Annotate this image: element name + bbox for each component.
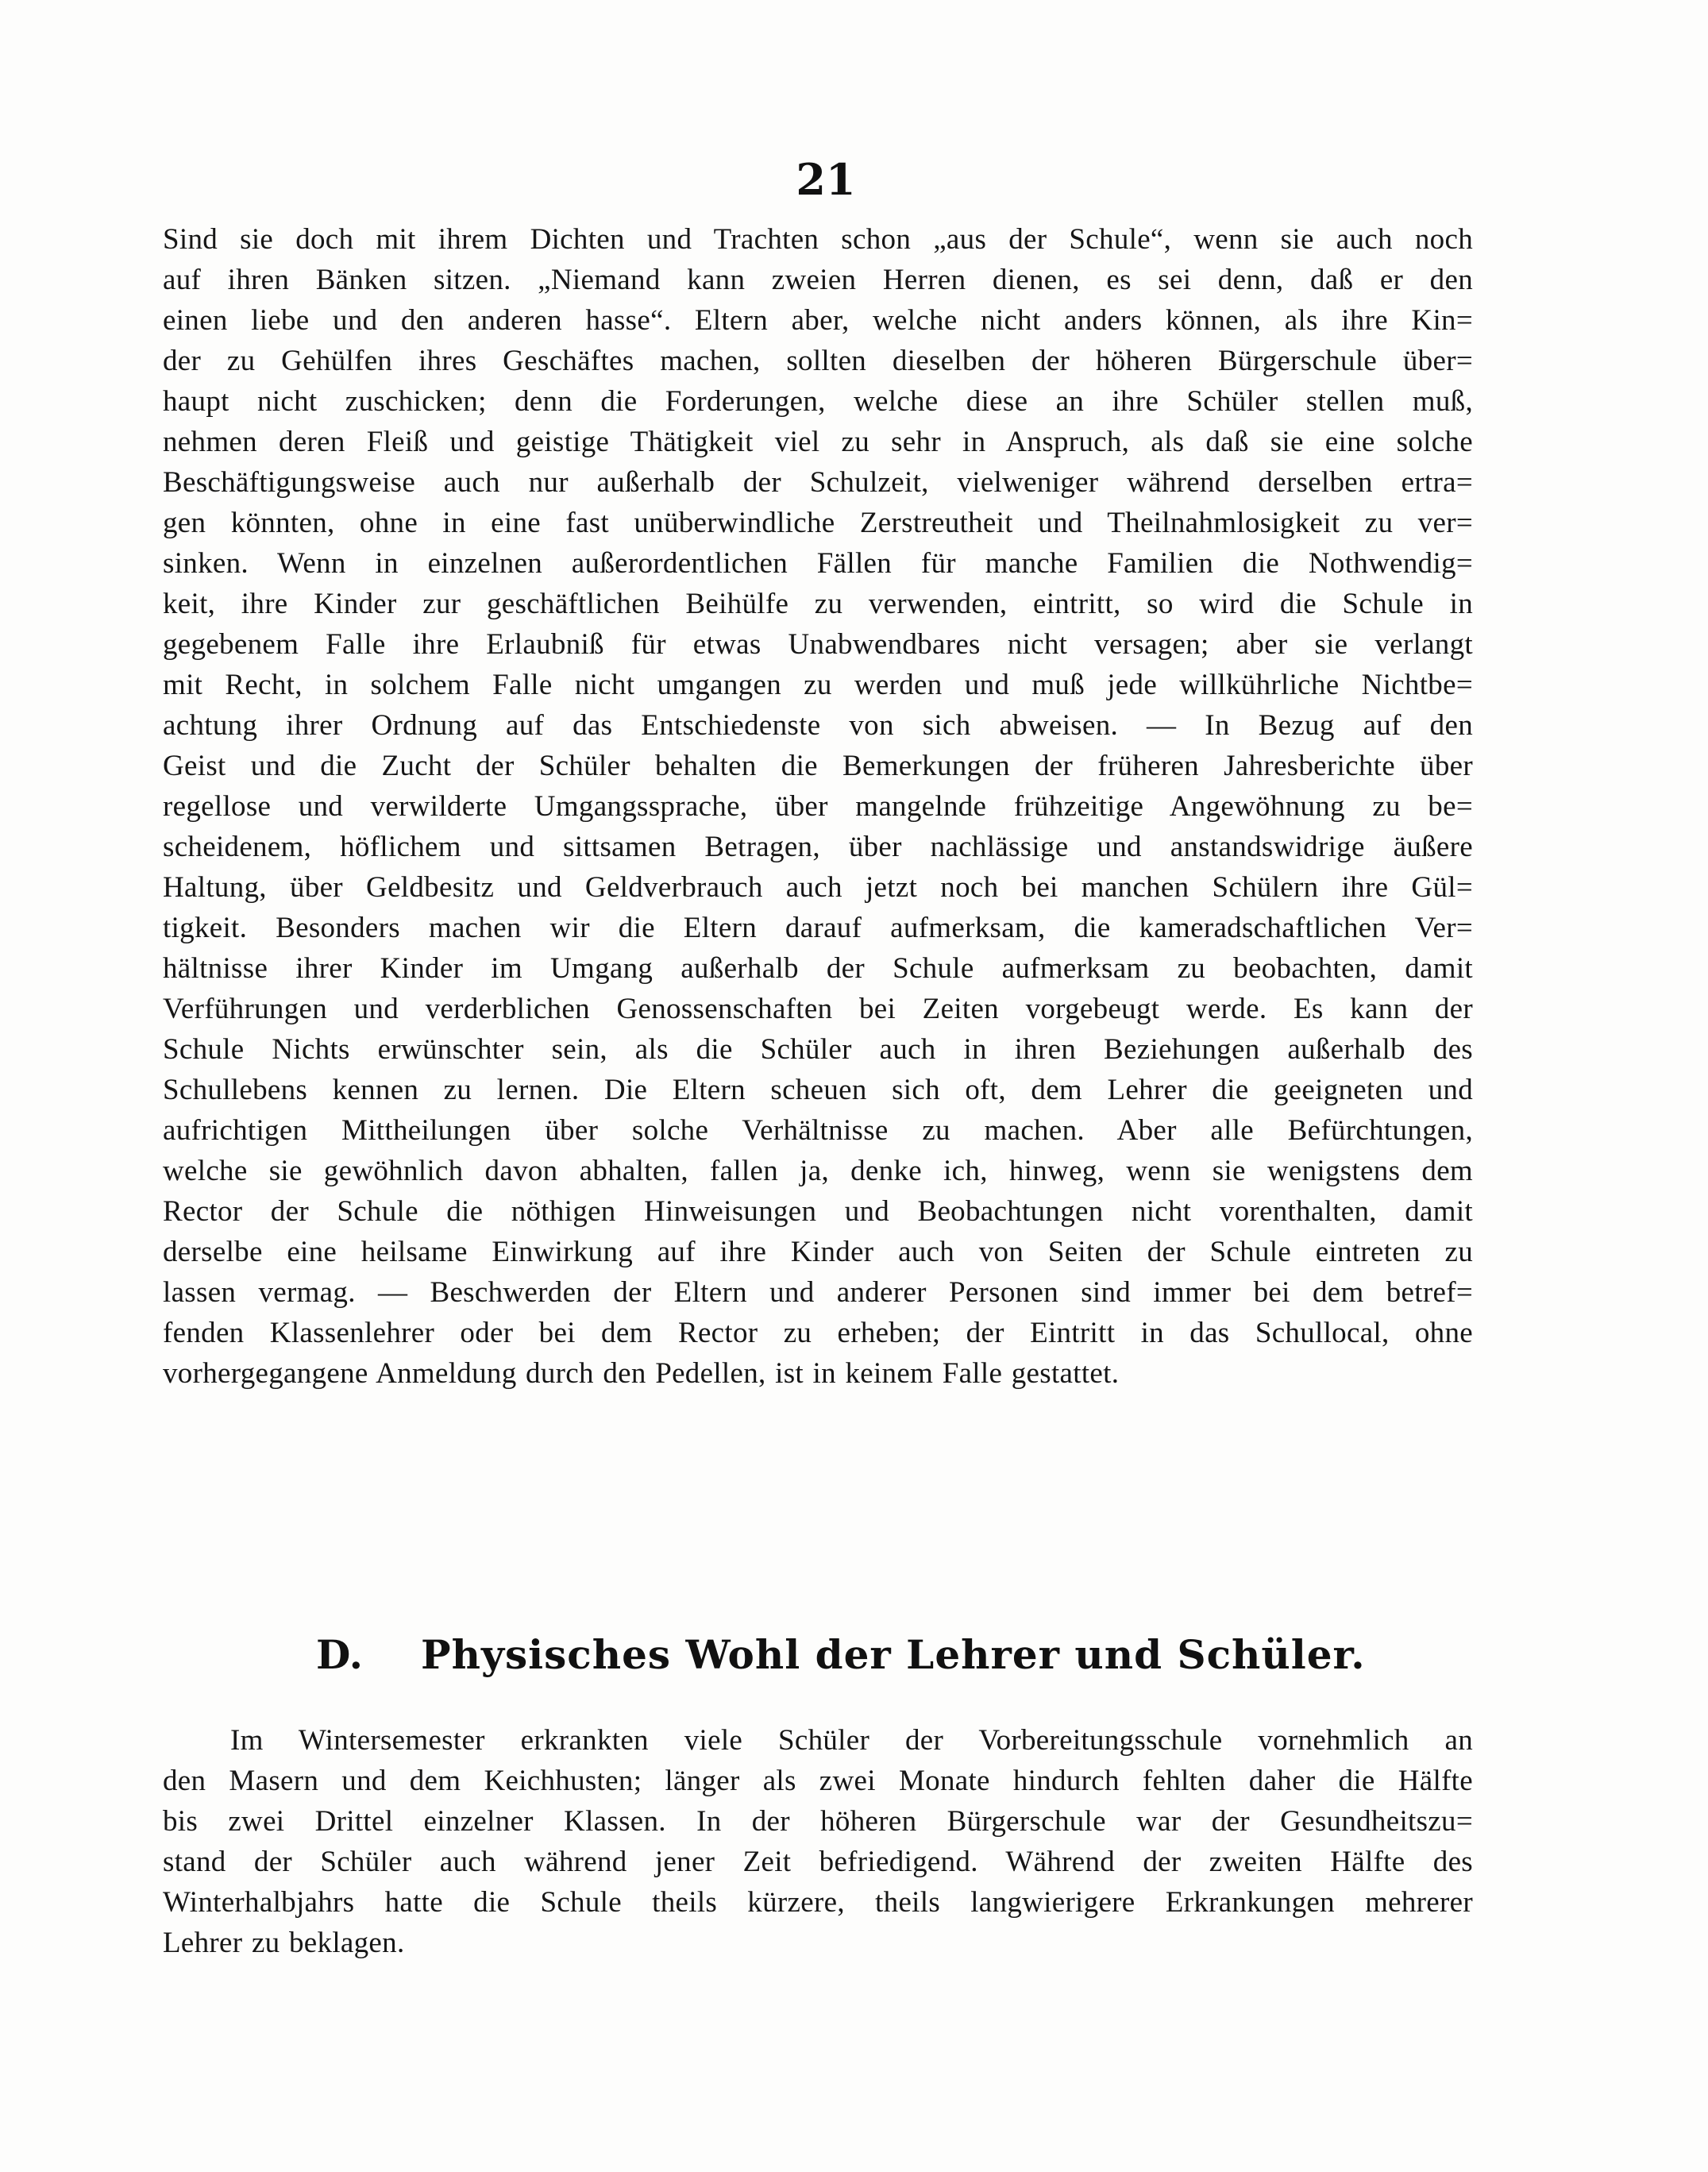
text-line: vorhergegangene Anmeldung durch den Pedellen, ist in keinem Falle gestattet. xyxy=(163,1357,1120,1390)
section-heading xyxy=(316,1630,1428,1680)
text-line: hältnisse ihrer Kinder im Umgang außerhalb der Schule aufmerksam zu beobachten, damit xyxy=(163,952,1473,985)
text-line: Schule Nichts erwünschter sein, als die Schüler auch in ihren Beziehungen außerhalb des xyxy=(163,1033,1473,1066)
text-line: Lehrer zu beklagen. xyxy=(163,1927,405,1959)
text-line: tigkeit. Besonders machen wir die Eltern darauf aufmerksam, die kameradschaftlichen Ver= xyxy=(163,912,1473,944)
text-line: welche sie gewöhnlich davon abhalten, fallen ja, denke ich, hinweg, wenn sie wenigstens dem xyxy=(163,1155,1473,1187)
text-line: mit Recht, in solchem Falle nicht umgangen zu werden und muß jede willkührliche Nichtbe= xyxy=(163,669,1473,701)
text-line: Winterhalbjahrs hatte die Schule theils kürzere, theils langwierigere Erkrankungen mehrerer xyxy=(163,1886,1473,1919)
text-line: Geist und die Zucht der Schüler behalten die Bemerkungen der früheren Jahresberichte über xyxy=(163,750,1473,782)
text-line: Verführungen und verderblichen Genossenschaften bei Zeiten vorgebeugt werde. Es kann der xyxy=(163,993,1473,1025)
text-line: achtung ihrer Ordnung auf das Entschiedenste von sich abweisen. — In Bezug auf den xyxy=(163,709,1473,742)
text-line: aufrichtigen Mittheilungen über solche Verhältnisse zu machen. Aber alle Befürchtungen, xyxy=(163,1114,1473,1147)
text-line: den Masern und dem Keichhusten; länger als zwei Monate hindurch fehlten daher die Hälfte xyxy=(163,1765,1473,1797)
text-line: lassen vermag. — Beschwerden der Eltern und anderer Personen sind immer bei dem betref= xyxy=(163,1276,1473,1309)
text-line: einen liebe und den anderen hasse“. Eltern aber, welche nicht anders können, als ihre Kin= xyxy=(163,304,1473,337)
text-line: sinken. Wenn in einzelnen außerordentlichen Fällen für manche Familien die Nothwendig= xyxy=(163,547,1473,580)
text-line: derselbe eine heilsame Einwirkung auf ihre Kinder auch von Seiten der Schule eintreten zu xyxy=(163,1236,1473,1268)
page-number: 21 xyxy=(796,154,856,205)
text-line: Haltung, über Geldbesitz und Geldverbrauch auch jetzt noch bei manchen Schülern ihre Gül= xyxy=(163,871,1473,904)
text-line: gegebenem Falle ihre Erlaubniß für etwas Unabwendbares nicht versagen; aber sie verlangt xyxy=(163,628,1473,661)
text-line: fenden Klassenlehrer oder bei dem Rector zu erheben; der Eintritt in das Schullocal, ohne xyxy=(163,1317,1473,1349)
text-line: gen könnten, ohne in eine fast unüberwindliche Zerstreutheit und Theilnahmlosigkeit zu ver= xyxy=(163,507,1473,539)
text-line: Sind sie doch mit ihrem Dichten und Trachten schon „aus der Schule“, wenn sie auch noch xyxy=(163,223,1473,256)
text-line: Schullebens kennen zu lernen. Die Eltern scheuen sich oft, dem Lehrer die geeigneten und xyxy=(163,1074,1473,1106)
text-line: haupt nicht zuschicken; denn die Forderungen, welche diese an ihre Schüler stellen muß, xyxy=(163,385,1473,418)
text-line: der zu Gehülfen ihres Geschäftes machen, sollten dieselben der höheren Bürgerschule über= xyxy=(163,345,1473,377)
text-line: Beschäftigungsweise auch nur außerhalb der Schulzeit, vielweniger während derselben ertra= xyxy=(163,466,1473,499)
text-line: regellose und verwilderte Umgangssprache, über mangelnde frühzeitige Angewöhnung zu be= xyxy=(163,790,1473,823)
text-line: Rector der Schule die nöthigen Hinweisungen und Beobachtungen nicht vorenthalten, damit xyxy=(163,1195,1473,1228)
text-line: stand der Schüler auch während jener Zeit befriedigend. Während der zweiten Hälfte des xyxy=(163,1846,1473,1878)
text-line: keit, ihre Kinder zur geschäftlichen Beihülfe zu verwenden, eintritt, so wird die Schule in xyxy=(163,588,1473,620)
text-line: scheidenem, höflichem und sittsamen Betragen, über nachlässige und anstandswidrige äußere xyxy=(163,831,1473,863)
text-line: bis zwei Drittel einzelner Klassen. In der höheren Bürgerschule war der Gesundheitszu= xyxy=(163,1805,1473,1838)
section-title: Physisches Wohl der Lehrer und Schüler. xyxy=(421,1631,1366,1678)
text-line: nehmen deren Fleiß und geistige Thätigkeit viel zu sehr in Anspruch, als daß sie eine solche xyxy=(163,426,1473,458)
section-letter: D. xyxy=(316,1631,363,1678)
text-line: auf ihren Bänken sitzen. „Niemand kann zweien Herren dienen, es sei denn, daß er den xyxy=(163,264,1473,296)
text-line: Im Wintersemester erkrankten viele Schüler der Vorbereitungsschule vornehmlich an xyxy=(230,1724,1473,1757)
